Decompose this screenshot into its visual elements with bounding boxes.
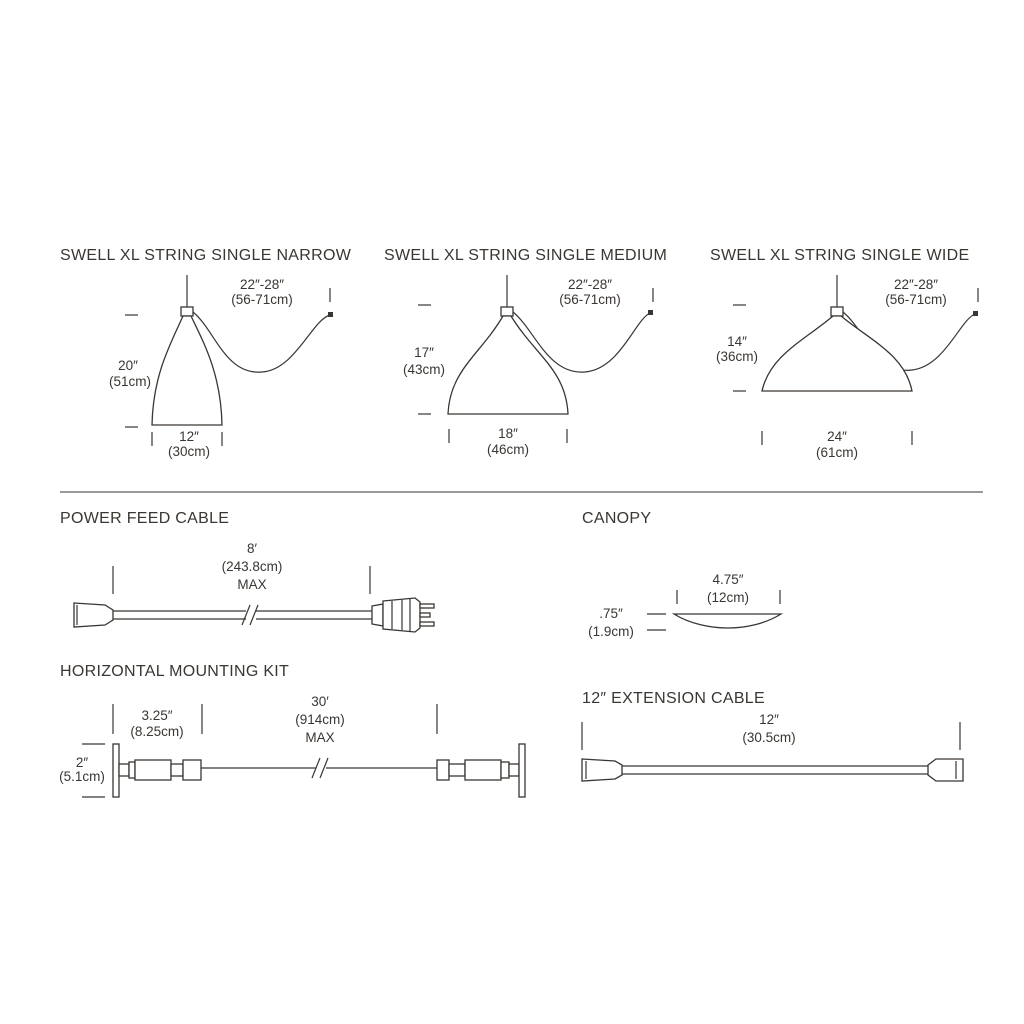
wide-width-cm: (61cm) <box>815 445 859 460</box>
medium-title: SWELL XL STRING SINGLE MEDIUM <box>384 247 668 264</box>
narrow-width-in: 12″ <box>179 429 199 444</box>
narrow-shade <box>152 316 222 425</box>
power-feed-connector <box>74 603 113 627</box>
wide-height-in: 14″ <box>727 334 747 349</box>
mounting-kit-title: HORIZONTAL MOUNTING KIT <box>60 663 290 680</box>
power-feed-cable-diagram <box>60 510 434 632</box>
medium-cord-length-in: 22″-28″ <box>567 277 613 292</box>
medium-width-in: 18″ <box>498 426 518 441</box>
narrow-height-cm: (51cm) <box>108 374 152 389</box>
narrow-width-cm: (30cm) <box>167 444 211 459</box>
canopy-height-in: .75″ <box>599 606 623 621</box>
wide-height-cm: (36cm) <box>715 349 759 364</box>
canopy-diagram <box>582 510 781 639</box>
medium-cord-length-cm: (56-71cm) <box>559 292 621 307</box>
wide-pendant-diagram <box>710 247 978 460</box>
power-feed-length-cm: (243.8cm) <box>221 559 283 574</box>
narrow-cord-length-cm: (56-71cm) <box>231 292 293 307</box>
narrow-cord-length-in: 22″-28″ <box>239 277 285 292</box>
wide-cord-length-in: 22″-28″ <box>893 277 939 292</box>
mounting-kit-left-tensioner <box>135 760 171 780</box>
canopy-shape <box>674 614 781 628</box>
canopy-width-cm: (12cm) <box>706 590 750 605</box>
wide-socket-cap <box>831 307 843 316</box>
mounting-kit-right-plate <box>519 744 525 797</box>
mounting-kit-offset-in: 3.25″ <box>141 708 173 723</box>
extension-length-cm: (30.5cm) <box>742 730 796 745</box>
mounting-kit-height-cm: (5.1cm) <box>59 769 105 784</box>
power-feed-length-in: 8′ <box>246 541 258 556</box>
extension-length-in: 12″ <box>759 712 779 727</box>
wide-cord-length-cm: (56-71cm) <box>885 292 947 307</box>
medium-socket-cap <box>501 307 513 316</box>
narrow-pendant-diagram <box>60 247 352 459</box>
power-feed-title: POWER FEED CABLE <box>60 510 230 527</box>
extension-right-connector <box>928 759 963 781</box>
mounting-kit-length-cm: (914cm) <box>295 712 345 727</box>
narrow-title: SWELL XL STRING SINGLE NARROW <box>60 247 352 264</box>
canopy-height-cm: (1.9cm) <box>588 624 634 639</box>
canopy-title: CANOPY <box>582 510 652 527</box>
power-feed-prong-top <box>420 604 434 608</box>
wide-width-in: 24″ <box>827 429 847 444</box>
extension-cable-diagram <box>582 690 963 781</box>
medium-height-cm: (43cm) <box>402 362 446 377</box>
narrow-power-cord <box>193 312 330 372</box>
wide-cord-plug <box>973 311 978 316</box>
power-feed-prong-bottom <box>420 622 434 626</box>
mounting-kit-diagram <box>59 663 525 797</box>
narrow-socket-cap <box>181 307 193 316</box>
extension-left-connector <box>582 759 622 781</box>
narrow-cord-plug <box>328 312 333 317</box>
medium-width-cm: (46cm) <box>486 442 530 457</box>
mounting-kit-max: MAX <box>305 730 335 745</box>
narrow-height-in: 20″ <box>118 358 138 373</box>
medium-pendant-diagram <box>384 247 667 457</box>
mounting-kit-length-in: 30′ <box>311 694 329 709</box>
canopy-width-in: 4.75″ <box>712 572 744 587</box>
medium-shade <box>448 316 568 414</box>
wide-title: SWELL XL STRING SINGLE WIDE <box>710 247 970 264</box>
power-feed-max: MAX <box>237 577 267 592</box>
wide-shade <box>762 316 912 391</box>
mounting-kit-right-tensioner <box>465 760 501 780</box>
medium-cord-plug <box>648 310 653 315</box>
medium-height-in: 17″ <box>414 345 434 360</box>
mounting-kit-height-in: 2″ <box>75 755 89 770</box>
mounting-kit-left-plate <box>113 744 119 797</box>
power-feed-break-mark <box>242 605 258 625</box>
mounting-kit-offset-cm: (8.25cm) <box>130 724 184 739</box>
extension-title: 12″ EXTENSION CABLE <box>582 690 765 707</box>
